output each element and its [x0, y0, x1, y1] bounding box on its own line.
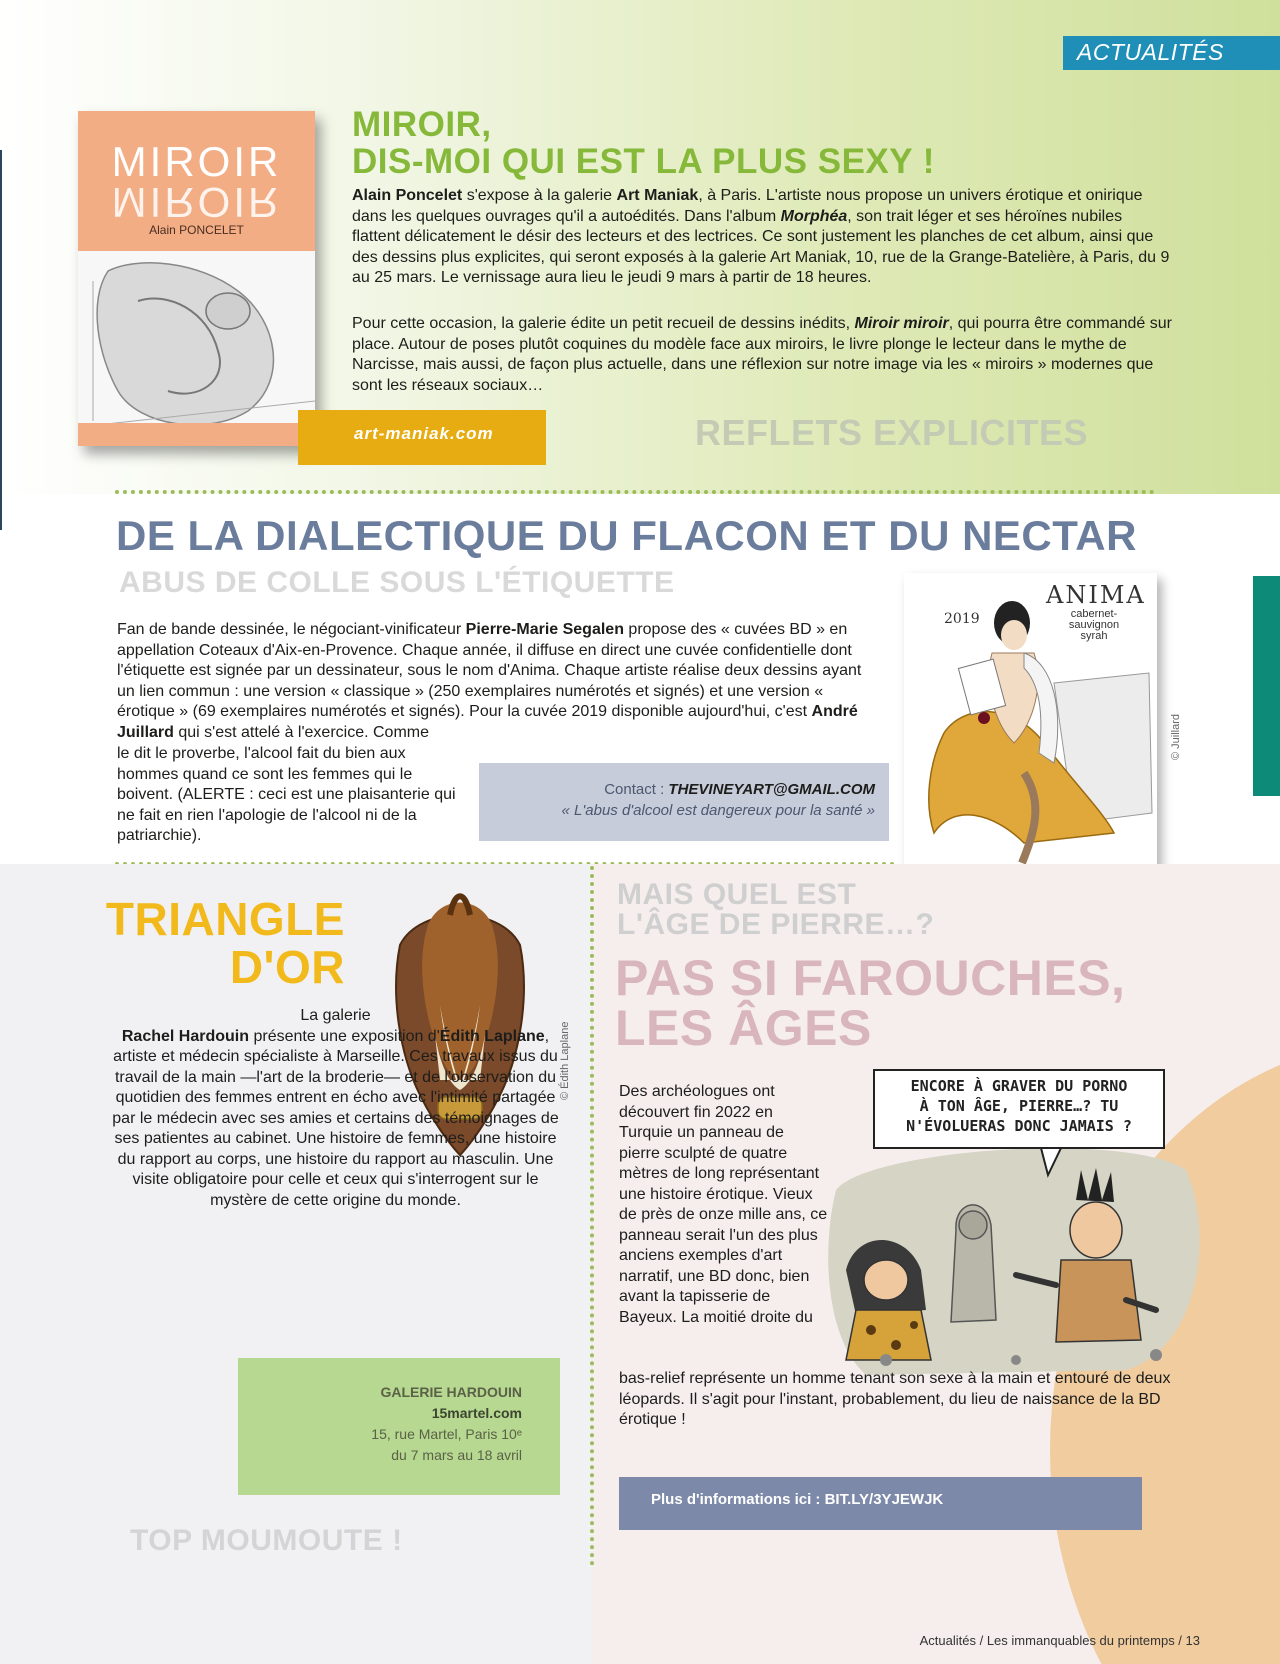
gallery-address: 15, rue Martel, Paris 10ᵉ: [371, 1426, 522, 1442]
wine-label-illustration: [904, 573, 1157, 878]
article-kicker: REFLETS EXPLICITES: [695, 412, 1089, 453]
image-credit: © Édith Laplane: [559, 1021, 571, 1100]
health-warning: « L'abus d'alcool est dangereux pour la santé »: [561, 802, 875, 819]
person-name: André Juillard: [117, 703, 858, 741]
article-title-line: LES ÂGES: [615, 1000, 872, 1056]
article-title-line: PAS SI FAROUCHES,: [615, 950, 1126, 1006]
text-run: La galerie: [300, 1007, 371, 1024]
gallery-name: Art Maniak: [616, 187, 699, 204]
book-cover-title: MIROIR: [111, 138, 282, 185]
dotted-divider: [115, 490, 1155, 494]
article-title: [615, 950, 1126, 1056]
page-edge-rule: [0, 150, 2, 530]
label-year: 2019: [944, 611, 980, 627]
article-title: DE LA DIALECTIQUE DU FLACON ET DU NECTAR: [116, 512, 1137, 559]
article-paragraph-continued: bas-relief représente un homme tenant son sexe à la main et entouré de deux léopards. Il s'agit pour l'instant, probablement, du lieu de naissance de la BD érotique !: [619, 1370, 1171, 1428]
text-run: , artiste et médecin spécialiste à Marseille. Ces travaux issus du travail de la main —l'art de la broderie— et de l'observation du quotidien des femmes entrent en écho avec l'intimité partagée par le médecin avec ses amies et certains des témoignages de ses patientes au cabinet. Une histoire de femmes, une histoire du rapport au corps, une histoire du rapport au masculin. Une visite obligatoire pour celle et ceux qui s'interrogent sur le mystère de cette origine du monde.: [112, 1027, 559, 1209]
contact-box: [479, 763, 889, 841]
text-run: propose des « cuvées BD » en appellation Coteaux d'Aix-en-Provence. Chaque année, il diffuse en direct une cuvée confidentielle dont l'étiquette est signée par un dessinateur, sous le nom d'Anima. Chaque artiste réalise deux dessins ayant un lien commun : une version « classique » (250 exemplaires numérotés et signés) et une version « érotique » (69 exemplaires numérotés et signés). Pour la cuvée 2019 disponible aujourd'hui, c'est: [117, 621, 862, 720]
article-kicker: TOP MOUMOUTE !: [130, 1524, 403, 1557]
section-tag: ACTUALITÉS: [1063, 36, 1280, 70]
image-credit: © Juillard: [1170, 713, 1182, 760]
caveman-cartoon-illustration: [826, 1060, 1206, 1380]
speech-line: N'ÉVOLUERAS DONC JAMAIS ?: [906, 1117, 1132, 1135]
artist-name: Édith Laplane: [439, 1027, 545, 1045]
book-cover-title-mirror: MIROIR: [111, 179, 282, 226]
label-varietals: cabernet- sauvignon syrah: [1068, 608, 1120, 642]
article-kicker-line: L'ÂGE DE PIERRE…?: [617, 908, 935, 941]
text-run: qui s'est attelé à l'exercice. Comme: [173, 723, 430, 741]
book-title: Miroir miroir: [854, 315, 949, 332]
article-title-line: MIROIR,: [352, 105, 492, 144]
book-cover-sketch-illustration: [78, 251, 315, 431]
page-edge-tab: [1253, 576, 1280, 796]
gallery-owner-name: Rachel Hardouin: [121, 1027, 250, 1045]
text-run: , qui pourra être commandé sur place. Autour de poses plutôt coquines du modèle face aux miroirs, le livre plonge le lecteur dans le mythe de Narcisse, mais aussi, de façon plus actuelle, dans une réflexion sur notre image via les « miroirs » modernes que sont les réseaux sociaux…: [352, 315, 1172, 394]
article-paragraph: [352, 186, 1174, 289]
gallery-name: GALERIE HARDOUIN: [380, 1384, 522, 1400]
article-paragraph: [117, 620, 877, 743]
text-run: s'expose à la galerie: [462, 187, 617, 204]
article-paragraph: [352, 314, 1174, 396]
article-title-line: D'OR: [229, 941, 345, 993]
contact-label: Contact :: [604, 781, 669, 798]
gallery-dates: du 7 mars au 18 avril: [391, 1447, 522, 1463]
article-title-line: DIS-MOI QUI EST LA PLUS SEXY !: [352, 142, 935, 181]
album-title: Morphéa: [780, 207, 848, 225]
article-title-line: TRIANGLE: [105, 893, 345, 945]
gallery-website-link[interactable]: 15martel.com: [431, 1405, 522, 1421]
article-paragraph: [108, 1006, 563, 1211]
book-cover-image: [78, 111, 315, 446]
page-footer: Actualités / Les immanquables du printemps / 13: [919, 1633, 1200, 1648]
article-kicker-line: MAIS QUEL EST: [617, 878, 857, 911]
text-run: , son trait léger et ses héroïnes nubiles flattent délicatement le désir des lecteurs et des lectrices. Ce sont justement les planches de cet album, ainsi que des dessins plus explicites, qui seront exposés à la galerie Art Maniak, 10, rue de la Grange-Batelière, à Paris, du 9 au 25 mars. Le vernissage aura lieu le jeudi 9 mars à partir de 18 heures.: [352, 207, 1170, 286]
dotted-column-divider: [590, 866, 594, 1566]
artist-name: Alain Poncelet: [352, 187, 463, 204]
info-label: Plus d'informations ici :: [651, 1491, 825, 1508]
article-kicker: [617, 880, 934, 940]
article-title: [352, 106, 1052, 180]
contact-email-link[interactable]: THEVINEYART@GMAIL.COM: [668, 781, 875, 798]
info-box: [619, 1477, 1142, 1530]
text-run: Pour cette occasion, la galerie édite un petit recueil de dessins inédits,: [352, 315, 855, 332]
gallery-info-box: [238, 1358, 560, 1495]
text-run: Fan de bande dessinée, le négociant-vinificateur: [117, 621, 466, 638]
speech-line: ENCORE À GRAVER DU PORNO: [910, 1077, 1128, 1095]
website-link[interactable]: art-maniak.com: [298, 410, 546, 465]
article-subtitle: ABUS DE COLLE SOUS L'ÉTIQUETTE: [119, 566, 675, 599]
speech-line: À TON ÂGE, PIERRE…? TU: [919, 1097, 1119, 1115]
info-link[interactable]: BIT.LY/3YJEWJK: [824, 1491, 944, 1508]
text-run: présente une exposition d': [249, 1027, 440, 1045]
article-paragraph-continued: le dit le proverbe, l'alcool fait du bien aux hommes quand ce sont les femmes qui le boivent. (ALERTE : ceci est une plaisanterie qui ne fait en rien l'apologie de l'alcool ni de la patriarchie).: [117, 745, 456, 844]
label-brand: ANIMA: [1046, 581, 1146, 609]
article-title: [60, 895, 345, 991]
speech-bubble: [876, 1076, 1162, 1136]
person-name: Pierre-Marie Segalen: [465, 621, 624, 638]
text-run: , à Paris. L'artiste nous propose un univers érotique et onirique dans les quelques ouvrages qu'il a autoédités. Dans l'album: [352, 187, 1143, 225]
book-cover-author: Alain PONCELET: [149, 223, 244, 237]
book-cover-footer-band: [78, 423, 315, 446]
article-paragraph: Des archéologues ont découvert fin 2022 en Turquie un panneau de pierre sculpté de quatre mètres de long représentant une histoire érotique. Vieux de près de onze mille ans, ce panneau serait l'un des plus anciens exemples d'art narratif, une BD donc, bien avant la tapisserie de Bayeux. La moitié droite du: [619, 1083, 828, 1326]
